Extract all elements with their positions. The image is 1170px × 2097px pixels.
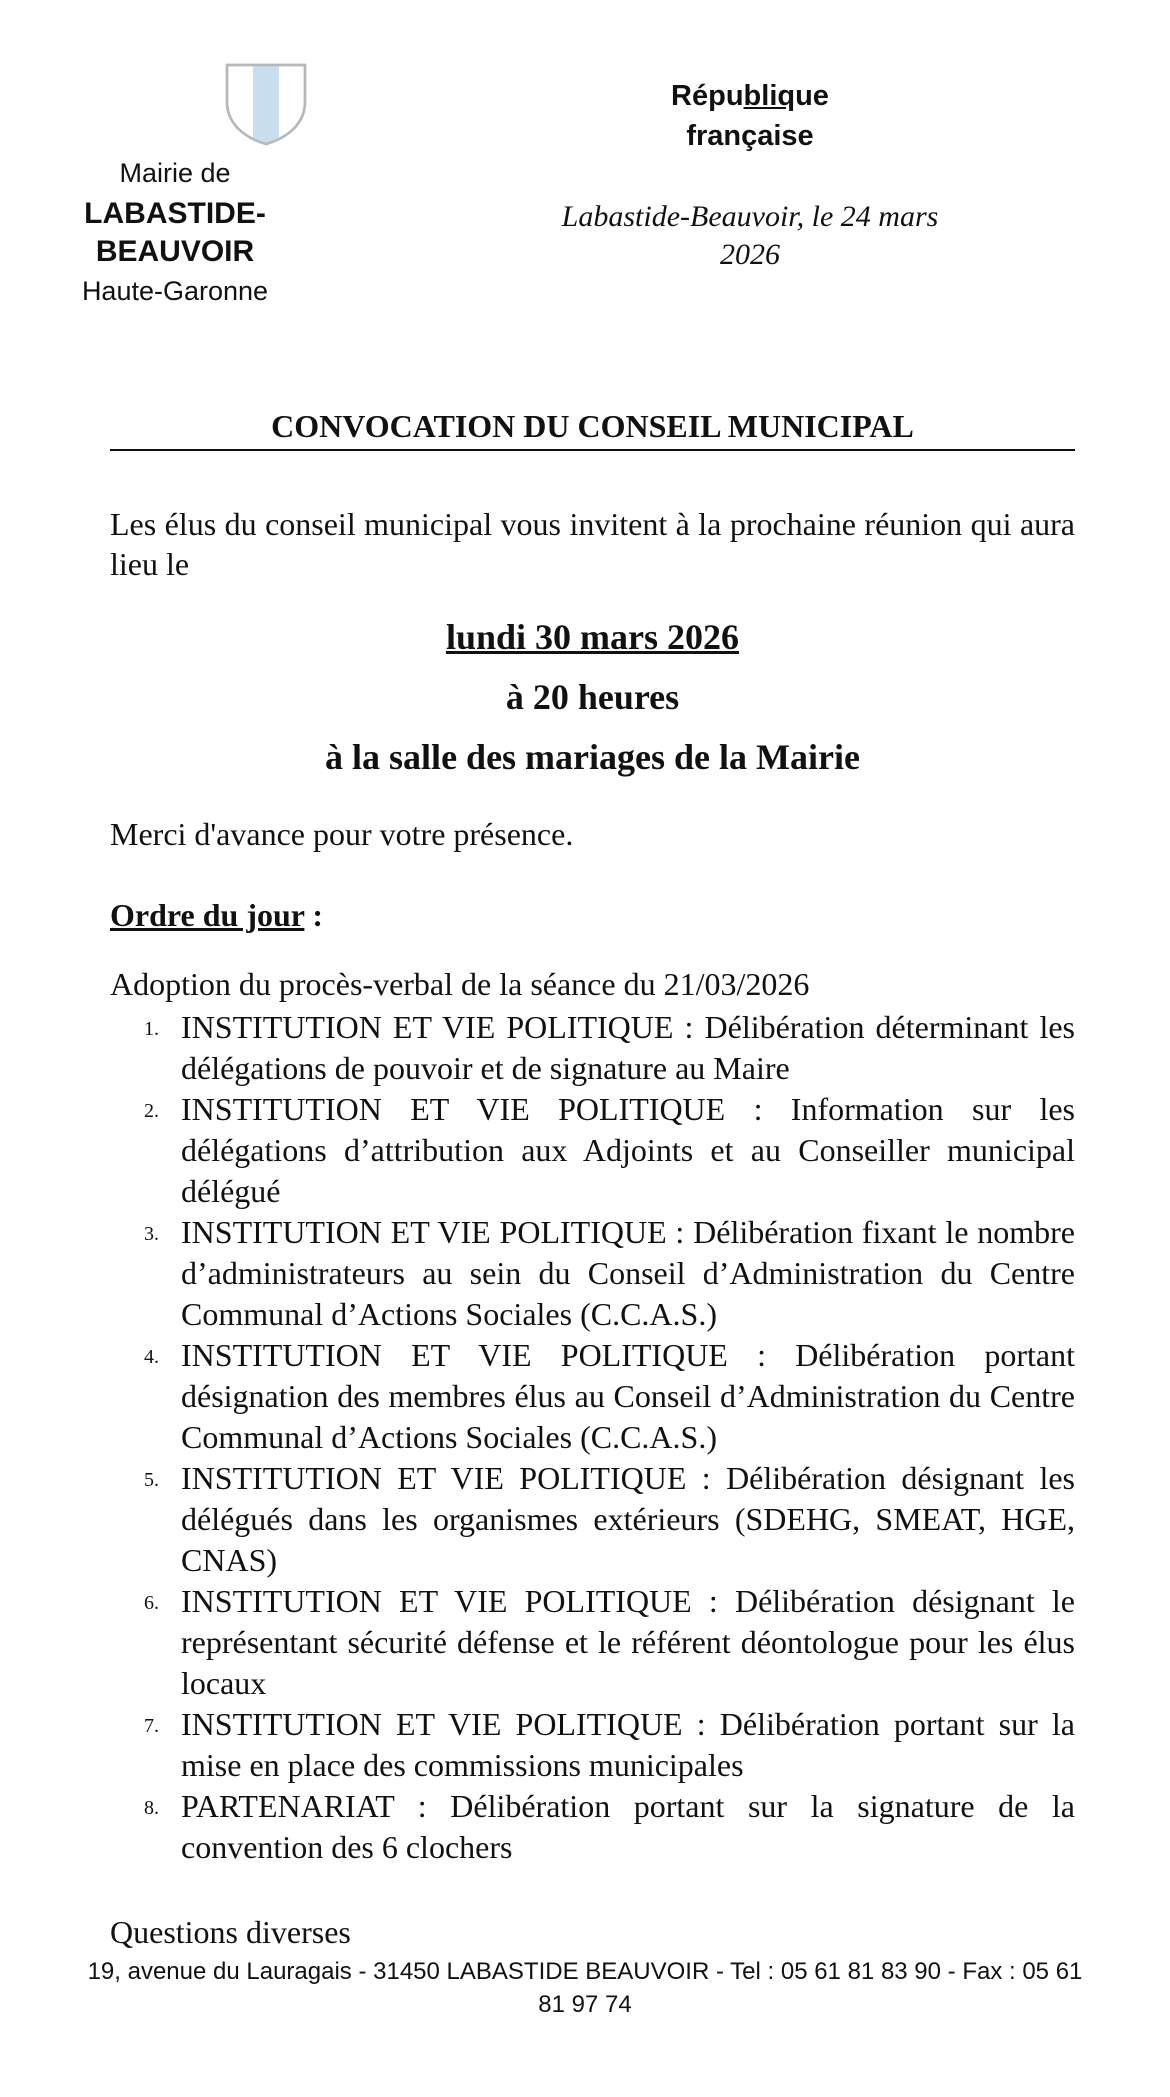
department: Haute-Garonne [81,276,269,306]
coat-of-arms-icon [223,62,309,146]
agenda-item [110,1458,1075,1581]
agenda-item-text: PARTENARIAT : Délibération portant sur la signature de la convention des 6 clochers [181,1788,1075,1865]
agenda-item [110,1704,1075,1786]
republic-part1: Répu [671,80,744,112]
agenda-heading-text: Ordre du jour [110,897,305,933]
agenda-heading [110,897,323,934]
republic-line2: française [686,120,814,152]
document-title: CONVOCATION DU CONSEIL MUNICIPAL [110,408,1075,451]
agenda-heading-suffix: : [304,897,324,933]
agenda-item-text: INSTITUTION ET VIE POLITIQUE : Délibération portant désignation des membres élus au Conseil d’Administration du Centre Communal d’Actions Sociales (C.C.A.S.) [181,1337,1075,1455]
place-date-line1: Labastide-Beauvoir, le 24 mars [561,200,939,233]
place-and-date [520,198,980,274]
agenda-item [110,1786,1075,1868]
agenda-item-number: 4. [144,1346,159,1368]
agenda-item [110,1581,1075,1704]
mairie-name-line2: BEAUVOIR [95,235,255,268]
republic-part3: ue [795,80,829,112]
mairie-name-line1: LABASTIDE- [84,197,266,230]
meeting-location: à la salle des mariages de la Mairie [325,737,860,777]
agenda-item [110,1335,1075,1458]
agenda-item-number: 7. [144,1715,159,1737]
mairie-name [40,195,310,271]
footer-line2: 81 97 74 [538,1991,632,2018]
intro-paragraph: Les élus du conseil municipal vous invitent à la prochaine réunion qui aura lieu le [110,506,1075,582]
agenda-item-text: INSTITUTION ET VIE POLITIQUE : Délibération portant sur la mise en place des commissions municipales [181,1706,1075,1783]
footer-address [20,1955,1150,2021]
agenda-item-text: INSTITUTION ET VIE POLITIQUE : Délibération désignant le représentant sécurité défense et le référent déontologue pour les élus locaux [181,1583,1075,1701]
agenda-item-text: INSTITUTION ET VIE POLITIQUE : Délibération déterminant les délégations de pouvoir et de signature au Maire [181,1009,1075,1086]
agenda-item-number: 1. [144,1018,159,1040]
agenda-item-number: 5. [144,1469,159,1491]
agenda-item [110,1089,1075,1212]
agenda-item-number: 8. [144,1797,159,1819]
republic-part2: bliq [743,80,796,112]
agenda-item-text: INSTITUTION ET VIE POLITIQUE : Information sur les délégations d’attribution aux Adjoints et au Conseiller municipal délégué [181,1091,1075,1209]
meeting-time: à 20 heures [505,677,680,717]
agenda-adoption: Adoption du procès-verbal de la séance du 21/03/2026 [110,966,810,1002]
republic-heading [580,76,920,156]
agenda-item-text: INSTITUTION ET VIE POLITIQUE : Délibération désignant les délégués dans les organismes extérieurs (SDEHG, SMEAT, HGE, CNAS) [181,1460,1075,1578]
agenda-item-number: 6. [144,1592,159,1614]
agenda-item [110,1212,1075,1335]
place-date-line2: 2026 [720,238,780,271]
agenda-item [110,1007,1075,1089]
agenda-closing: Questions diverses [110,1914,351,1950]
footer-line1: 19, avenue du Lauragais - 31450 LABASTIDE BEAUVOIR - Tel : 05 61 81 83 90 - Fax : 05 61 [87,1958,1083,1985]
agenda-item-number: 3. [144,1223,159,1245]
agenda-list [110,1007,1075,1868]
meeting-date [110,616,1075,658]
agenda-item-text: INSTITUTION ET VIE POLITIQUE : Délibération fixant le nombre d’administrateurs au sein du Conseil d’Administration du Centre Communal d’Actions Sociales (C.C.A.S.) [181,1214,1075,1332]
thanks-text: Merci d'avance pour votre présence. [110,816,574,852]
agenda-item-number: 2. [144,1100,159,1122]
meeting-date-text: lundi 30 mars 2026 [445,617,740,657]
mairie-prefix: Mairie de [119,158,231,188]
